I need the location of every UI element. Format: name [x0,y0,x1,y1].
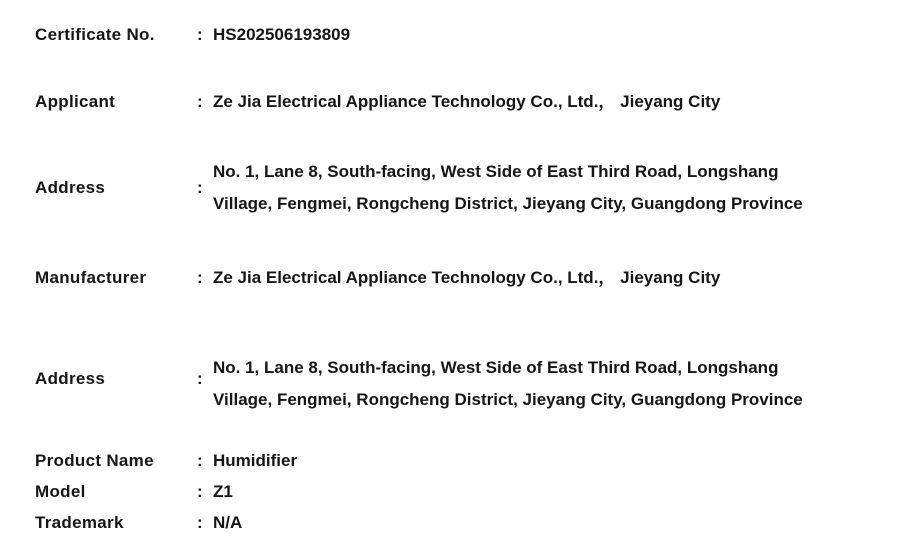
field-label: Applicant [35,92,116,111]
field-value: Humidifier [213,451,298,470]
address-line: No. 1, Lane 8, South-facing, West Side of East Third Road, Longshang [213,358,779,377]
field-label: Address [35,369,106,388]
field-value: HS202506193809 [213,25,351,44]
field-value: Ze Jia Electrical Appliance Technology Co., Ltd.， Jieyang City [213,92,721,111]
address-line: Village, Fengmei, Rongcheng District, Jieyang City, Guangdong Province [213,390,803,409]
field-row-model [35,481,877,503]
field-row-manufacturer-address [35,352,877,416]
field-value: Ze Jia Electrical Appliance Technology Co., Ltd.， Jieyang City [213,268,721,287]
colon-separator: : [197,451,203,470]
colon-separator: : [197,513,203,532]
colon-separator: : [197,25,203,44]
colon-separator: : [197,178,203,197]
field-label: Product Name [35,451,154,470]
field-row-applicant [35,91,877,113]
field-label: Manufacturer [35,268,147,287]
field-label: Trademark [35,513,124,532]
field-row-applicant-address [35,156,877,220]
colon-separator: : [197,92,203,111]
colon-separator: : [197,482,203,501]
address-line: No. 1, Lane 8, South-facing, West Side of East Third Road, Longshang [213,162,779,181]
field-row-manufacturer [35,267,877,289]
field-label: Address [35,178,106,197]
field-value [213,156,877,220]
colon-separator: : [197,268,203,287]
field-label: Model [35,482,86,501]
field-row-trademark [35,512,877,534]
field-value [213,352,877,416]
colon-separator: : [197,369,203,388]
field-label: Certificate No. [35,25,155,44]
field-value: N/A [213,513,243,532]
field-value: Z1 [213,482,233,501]
field-row-product-name [35,450,877,472]
address-line: Village, Fengmei, Rongcheng District, Jieyang City, Guangdong Province [213,194,803,213]
field-row-certificate-no [35,24,877,46]
